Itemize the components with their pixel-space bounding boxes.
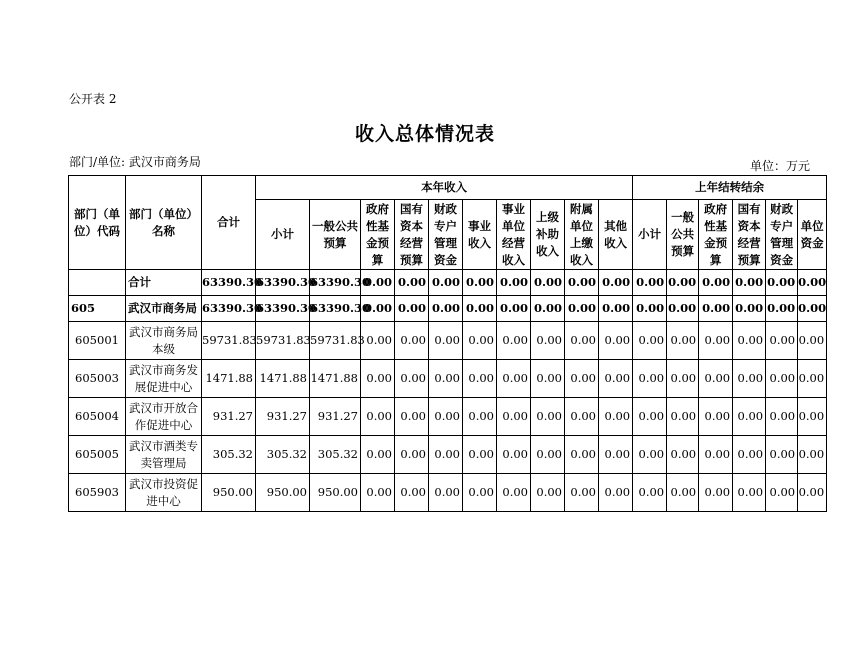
header-prior-col: 国有资本经营预算 <box>733 200 766 270</box>
row-value: 0.00 <box>633 474 667 512</box>
header-prior-col: 财政专户管理资金 <box>766 200 798 270</box>
row-value: 0.00 <box>733 398 766 436</box>
row-value: 0.00 <box>733 360 766 398</box>
header-current-col: 一般公共预算 <box>310 200 361 270</box>
row-value: 0.00 <box>531 322 565 360</box>
row-code: 605 <box>69 296 126 322</box>
row-value: 0.00 <box>497 398 531 436</box>
row-value: 950.00 <box>202 474 256 512</box>
row-value: 0.00 <box>531 398 565 436</box>
row-value: 0.00 <box>599 270 633 296</box>
row-value: 0.00 <box>798 360 827 398</box>
row-value: 0.00 <box>429 270 463 296</box>
row-code: 605005 <box>69 436 126 474</box>
row-value: 0.00 <box>633 270 667 296</box>
row-value: 0.00 <box>599 436 633 474</box>
row-value: 0.00 <box>565 270 599 296</box>
row-code <box>69 270 126 296</box>
income-table <box>68 175 827 512</box>
row-value: 1471.88 <box>256 360 310 398</box>
row-value: 0.00 <box>667 436 699 474</box>
row-value: 0.00 <box>429 360 463 398</box>
row-value: 0.00 <box>361 398 395 436</box>
unit-label: 单位：万元 <box>749 159 810 173</box>
row-value: 0.00 <box>699 398 733 436</box>
department-label: 部门/单位: 武汉市商务局 <box>69 155 201 169</box>
row-value: 0.00 <box>463 436 497 474</box>
row-value: 0.00 <box>395 436 429 474</box>
row-value: 0.00 <box>733 474 766 512</box>
row-name: 武汉市商务局 <box>126 296 202 322</box>
header-total: 合计 <box>202 176 256 270</box>
row-value: 0.00 <box>798 474 827 512</box>
header-current-col: 国有资本经营预算 <box>395 200 429 270</box>
header-prior-col: 一般公共预算 <box>667 200 699 270</box>
row-value: 0.00 <box>667 360 699 398</box>
row-value: 0.00 <box>395 360 429 398</box>
table-row <box>69 296 827 322</box>
row-value: 0.00 <box>798 322 827 360</box>
table-row <box>69 398 827 436</box>
row-value: 0.00 <box>497 296 531 322</box>
row-value: 1471.88 <box>310 360 361 398</box>
row-value: 0.00 <box>429 322 463 360</box>
row-value: 0.00 <box>733 436 766 474</box>
row-value: 0.00 <box>565 322 599 360</box>
row-value: 0.00 <box>699 270 733 296</box>
row-value: 0.00 <box>798 296 827 322</box>
row-value: 59731.83 <box>202 322 256 360</box>
row-value: 0.00 <box>798 398 827 436</box>
row-value: 0.00 <box>361 270 395 296</box>
row-value: 0.00 <box>633 398 667 436</box>
header-current-col: 附属单位上缴收入 <box>565 200 599 270</box>
row-value: 931.27 <box>310 398 361 436</box>
row-value: 305.32 <box>256 436 310 474</box>
row-value: 63390.30 <box>202 270 256 296</box>
row-value: 0.00 <box>766 360 798 398</box>
row-value: 0.00 <box>633 360 667 398</box>
row-value: 0.00 <box>463 322 497 360</box>
row-value: 0.00 <box>531 296 565 322</box>
row-value: 950.00 <box>256 474 310 512</box>
row-value: 0.00 <box>667 322 699 360</box>
row-value: 0.00 <box>361 360 395 398</box>
row-value: 59731.83 <box>256 322 310 360</box>
table-row <box>69 270 827 296</box>
row-value: 0.00 <box>361 474 395 512</box>
row-value: 0.00 <box>463 270 497 296</box>
header-current-col: 政府性基金预算 <box>361 200 395 270</box>
row-value: 0.00 <box>497 270 531 296</box>
row-value: 0.00 <box>565 360 599 398</box>
row-value: 0.00 <box>699 474 733 512</box>
header-prior-year: 上年结转结余 <box>633 176 827 200</box>
row-name: 武汉市酒类专卖管理局 <box>126 436 202 474</box>
row-value: 0.00 <box>463 474 497 512</box>
row-value: 0.00 <box>463 398 497 436</box>
row-value: 0.00 <box>633 436 667 474</box>
table-row <box>69 474 827 512</box>
row-value: 0.00 <box>599 296 633 322</box>
row-code: 605004 <box>69 398 126 436</box>
row-value: 0.00 <box>733 296 766 322</box>
row-value: 59731.83 <box>310 322 361 360</box>
row-value: 0.00 <box>565 398 599 436</box>
header-current-year: 本年收入 <box>256 176 633 200</box>
row-value: 0.00 <box>565 474 599 512</box>
row-value: 0.00 <box>766 322 798 360</box>
row-name: 合计 <box>126 270 202 296</box>
row-value: 0.00 <box>429 436 463 474</box>
row-value: 0.00 <box>798 270 827 296</box>
table-row <box>69 322 827 360</box>
row-value: 305.32 <box>202 436 256 474</box>
row-value: 0.00 <box>531 270 565 296</box>
row-value: 0.00 <box>667 398 699 436</box>
row-value: 0.00 <box>565 296 599 322</box>
header-current-col: 财政专户管理资金 <box>429 200 463 270</box>
row-name: 武汉市商务发展促进中心 <box>126 360 202 398</box>
row-value: 0.00 <box>497 322 531 360</box>
row-value: 950.00 <box>310 474 361 512</box>
row-value: 0.00 <box>667 270 699 296</box>
header-prior-col: 小计 <box>633 200 667 270</box>
row-value: 0.00 <box>497 474 531 512</box>
header-current-col: 事业收入 <box>463 200 497 270</box>
row-value: 0.00 <box>699 360 733 398</box>
row-value: 0.00 <box>633 296 667 322</box>
row-name: 武汉市投资促进中心 <box>126 474 202 512</box>
row-name: 武汉市开放合作促进中心 <box>126 398 202 436</box>
row-code: 605001 <box>69 322 126 360</box>
row-value: 0.00 <box>531 474 565 512</box>
row-value: 0.00 <box>497 360 531 398</box>
header-code: 部门（单位）代码 <box>69 176 126 270</box>
row-value: 0.00 <box>395 270 429 296</box>
table-row <box>69 436 827 474</box>
header-current-col: 小计 <box>256 200 310 270</box>
row-value: 63390.30 <box>202 296 256 322</box>
header-current-col: 事业单位经营收入 <box>497 200 531 270</box>
row-value: 931.27 <box>202 398 256 436</box>
row-value: 0.00 <box>361 322 395 360</box>
row-value: 0.00 <box>429 398 463 436</box>
table-row <box>69 360 827 398</box>
row-value: 0.00 <box>395 322 429 360</box>
row-value: 0.00 <box>531 360 565 398</box>
row-value: 1471.88 <box>202 360 256 398</box>
row-value: 0.00 <box>699 436 733 474</box>
header-prior-col: 政府性基金预算 <box>699 200 733 270</box>
row-value: 63390.30 <box>256 296 310 322</box>
row-value: 0.00 <box>599 322 633 360</box>
row-value: 0.00 <box>361 296 395 322</box>
row-value: 0.00 <box>395 474 429 512</box>
row-value: 0.00 <box>699 322 733 360</box>
row-code: 605003 <box>69 360 126 398</box>
row-value: 0.00 <box>463 360 497 398</box>
header-current-col: 上级补助收入 <box>531 200 565 270</box>
row-value: 0.00 <box>766 474 798 512</box>
row-value: 0.00 <box>766 398 798 436</box>
row-value: 0.00 <box>599 474 633 512</box>
row-value: 0.00 <box>497 436 531 474</box>
row-value: 0.00 <box>599 360 633 398</box>
row-value: 63390.30 <box>256 270 310 296</box>
row-value: 63390.30 <box>310 296 361 322</box>
row-value: 0.00 <box>667 474 699 512</box>
row-name: 武汉市商务局本级 <box>126 322 202 360</box>
row-value: 0.00 <box>798 436 827 474</box>
row-value: 0.00 <box>395 296 429 322</box>
row-value: 0.00 <box>361 436 395 474</box>
row-value: 931.27 <box>256 398 310 436</box>
page-title: 收入总体情况表 <box>354 123 495 145</box>
row-value: 0.00 <box>463 296 497 322</box>
row-value: 0.00 <box>733 322 766 360</box>
row-value: 0.00 <box>531 436 565 474</box>
row-value: 0.00 <box>766 436 798 474</box>
row-code: 605903 <box>69 474 126 512</box>
form-label: 公开表 2 <box>69 92 117 106</box>
row-value: 0.00 <box>565 436 599 474</box>
row-value: 0.00 <box>699 296 733 322</box>
row-value: 63390.30 <box>310 270 361 296</box>
row-value: 0.00 <box>766 296 798 322</box>
header-prior-col: 单位资金 <box>798 200 827 270</box>
row-value: 0.00 <box>633 322 667 360</box>
row-value: 0.00 <box>429 474 463 512</box>
header-name: 部门（单位）名称 <box>126 176 202 270</box>
row-value: 0.00 <box>766 270 798 296</box>
row-value: 0.00 <box>733 270 766 296</box>
row-value: 305.32 <box>310 436 361 474</box>
row-value: 0.00 <box>599 398 633 436</box>
row-value: 0.00 <box>429 296 463 322</box>
row-value: 0.00 <box>395 398 429 436</box>
row-value: 0.00 <box>667 296 699 322</box>
header-current-col: 其他收入 <box>599 200 633 270</box>
